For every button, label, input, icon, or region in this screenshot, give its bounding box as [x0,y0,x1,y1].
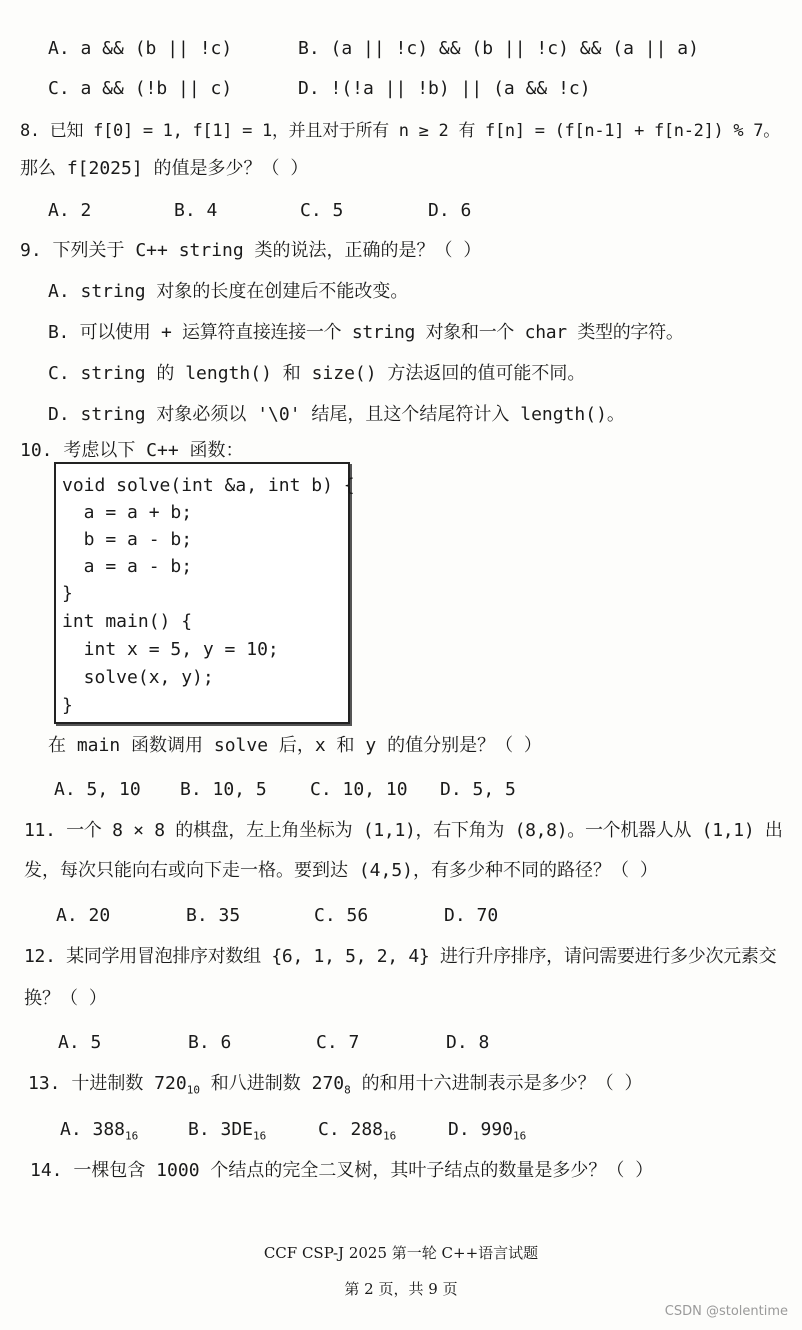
code-line-6: int main() { [62,611,193,632]
q12-option-b: B. 6 [188,1032,232,1053]
code-line-9: } [62,695,73,716]
q14-stem: 14. 一棵包含 1000 个结点的完全二叉树，其叶子结点的数量是多少？（ ） [30,1160,654,1181]
q12-option-a: A. 5 [58,1032,102,1053]
code-line-1: void solve(int &a, int b) { [62,475,355,496]
q13-option-a [60,1117,138,1150]
q12-option-c: C. 7 [316,1032,360,1053]
q12-stem-line2: 换？（ ） [24,988,107,1009]
q11-option-a: A. 20 [56,905,111,926]
q9-option-b: B. 可以使用 + 运算符直接连接一个 string 对象和一个 char 类型的字符。 [48,322,684,343]
q13-option-d-label: D. 990 [448,1119,514,1140]
q7-option-c: C. a && (!b || c) [48,78,233,99]
q11-option-b: B. 35 [186,905,241,926]
footer-title: CCF CSP-J 2025 第一轮 C++语言试题 [263,1244,539,1262]
q13-option-c-sub: 16 [383,1129,397,1143]
q11-option-c: C. 56 [314,905,369,926]
q13-option-b-sub: 16 [253,1129,267,1143]
code-line-7: int x = 5, y = 10; [62,639,279,660]
q9-stem: 9. 下列关于 C++ string 类的说法，正确的是？（ ） [20,240,482,261]
q13-sub-decimal: 10 [186,1083,200,1097]
watermark: CSDN @stolentime [664,1304,788,1319]
q13-option-c [318,1117,396,1150]
q13-stem-post: 的和用十六进制表示是多少？（ ） [350,1073,643,1094]
q10-stem: 10. 考虑以下 C++ 函数： [20,440,244,461]
q9-option-d: D. string 对象必须以 '\0' 结尾，且这个结尾符计入 length()。 [48,404,625,425]
q8-stem-line2: 那么 f[2025] 的值是多少？（ ） [20,158,309,179]
q13-stem-mid: 和八进制数 270 [199,1073,345,1094]
q7-option-a: A. a && (b || !c) [48,38,233,59]
q10-option-a: A. 5, 10 [54,779,141,800]
q9-option-c: C. string 的 length() 和 size() 方法返回的值可能不同。 [48,363,586,384]
code-line-5: } [62,583,73,604]
q11-option-d: D. 70 [444,905,499,926]
q13-option-d [448,1117,526,1150]
q12-stem-line1: 12. 某同学用冒泡排序对数组 {6, 1, 5, 2, 4} 进行升序排序，请问需要进行多少次元素交 [24,946,777,967]
q11-stem-line1: 11. 一个 8 × 8 的棋盘，左上角坐标为 (1,1)，右下角为 (8,8)。一个机器人从 (1,1) 出 [24,820,783,841]
q8-option-d: D. 6 [428,200,472,221]
q10-option-b: B. 10, 5 [180,779,267,800]
q13-option-b-label: B. 3DE [188,1119,254,1140]
code-line-8: solve(x, y); [62,667,214,688]
footer-page-number: 第 2 页，共 9 页 [344,1280,458,1298]
code-line-2: a = a + b; [62,502,193,523]
q7-option-b: B. (a || !c) && (b || !c) && (a || a) [298,38,699,59]
code-line-4: a = a - b; [62,556,193,577]
q12-option-d: D. 8 [446,1032,490,1053]
q8-option-c: C. 5 [300,200,344,221]
q10-question: 在 main 函数调用 solve 后，x 和 y 的值分别是？（ ） [48,735,542,756]
q13-option-b [188,1117,266,1150]
q10-option-d: D. 5, 5 [440,779,516,800]
q13-option-c-label: C. 288 [318,1119,384,1140]
code-block [54,462,355,724]
q13-stem-pre: 13. 十进制数 720 [28,1073,187,1094]
q7-option-d: D. !(!a || !b) || (a && !c) [298,78,591,99]
q8-option-a: A. 2 [48,200,92,221]
q8-stem-line1: 8. 已知 f[0] = 1, f[1] = 1，并且对于所有 n ≥ 2 有 f[n] = (f[n-1] + f[n-2]) % 7。 [20,121,780,141]
q13-stem [28,1071,642,1104]
q13-option-d-sub: 16 [513,1129,527,1143]
q13-option-a-sub: 16 [125,1129,139,1143]
q9-option-a: A. string 对象的长度在创建后不能改变。 [48,281,409,302]
q8-option-b: B. 4 [174,200,218,221]
q11-stem-line2: 发，每次只能向右或向下走一格。要到达 (4,5)，有多少种不同的路径？（ ） [24,860,658,881]
q13-option-a-label: A. 388 [60,1119,126,1140]
q13-sub-octal: 8 [344,1083,351,1097]
q10-option-c: C. 10, 10 [310,779,408,800]
code-line-3: b = a - b; [62,529,193,550]
